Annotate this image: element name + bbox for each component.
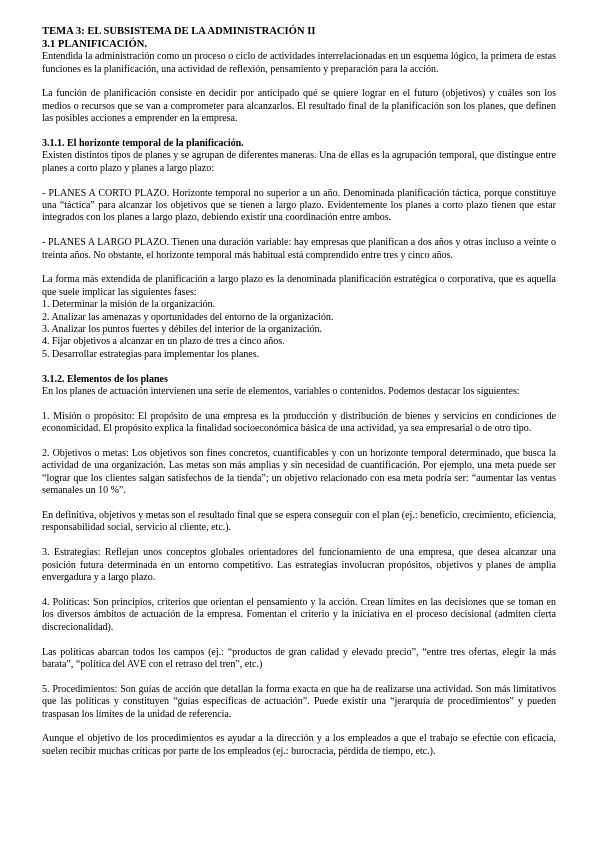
largo-plazo-paragraph: - PLANES A LARGO PLAZO. Tienen una duración variable: hay empresas que planifican a dos años y otras incluso a veinte o treinta años. No obstante, el horizonte temporal más habitual está comprendido entre tres y cinco años. [42, 237, 556, 261]
politicas-paragraph: 4. Políticas: Son principios, criterios que orientan el pensamiento y la acción. Crean límites en las decisiones que se toman en los diversos ámbitos de actuación de la empresa. Fomentan el criterio y la iniciativa en el proceso decisional (admiten cierta discrecionalidad). [42, 596, 556, 633]
list-item: 4. Fijar objetivos a alcanzar en un plazo de tres a cinco años. [42, 336, 285, 348]
politicas-examples-paragraph: Las políticas abarcan todos los campos (ej.: “productos de gran calidad y elevado precio”, “entre tres ofertas, elegir la más barata”, “política del AVE con el retraso del tren”, etc.) [42, 646, 556, 670]
list-item: 1. Determinar la misión de la organización. [42, 299, 216, 311]
horizonte-paragraph-1: Existen distintos tipos de planes y se agrupan de diferentes maneras. Una de ellas es la agrupación temporal, que distingue entre planes a corto plazo y planes a largo plazo: [42, 150, 556, 174]
elementos-intro-paragraph: En los planes de actuación intervienen una serie de elementos, variables o contenidos. Podemos destacar los siguientes: [42, 386, 520, 398]
intro-paragraph-1: Entendida la administración como un proceso o ciclo de actividades interrelacionadas en un esquema lógico, la primera de estas funciones es la planificación, una actividad de reflexión, pensamiento y preparación para la acción. [42, 51, 556, 75]
estrategica-paragraph: La forma más extendida de planificación a largo plazo es la denominada planificación estratégica o corporativa, que es aquella que suele implicar las siguientes fases: [42, 274, 556, 298]
procedimientos-paragraph: 5. Procedimientos: Son guías de acción que detallan la forma exacta en que ha de realizarse una actividad. Son más limitativos que las políticas y constituyen “guías específicas de actuación”. Puede existir una “jerarquía de procedimientos” y pueden traspasan los límites de la unidad de referencia. [42, 683, 556, 720]
document-title: TEMA 3: EL SUBSISTEMA DE LA ADMINISTRACIÓN II [42, 26, 316, 37]
corto-plazo-paragraph: - PLANES A CORTO PLAZO. Horizonte temporal no superior a un año. Denominada planificación táctica, porque constituye una “táctica” para alcanzar los objetivos que se tienen a largo plazo. Evidentemente los planes a corto plazo tienen que estar integrados con los planes a largo plazo, debiendo existir una coordinación entre ambos. [42, 187, 556, 224]
list-item: 3. Analizar los puntos fuertes y débiles del interior de la organización. [42, 324, 323, 336]
subsection-title-horizonte: 3.1.1. El horizonte temporal de la planificación. [42, 138, 244, 149]
intro-paragraph-2: La función de planificación consiste en decidir por anticipado qué se quiere lograr en el futuro (objetivos) y cuáles son los medios o recursos que se van a comprometer para alcanzarlos. El resultado final de la planificación son los planes, que definen las posibles acciones a emprender en la empresa. [42, 88, 556, 125]
section-title: 3.1 PLANIFICACIÓN. [42, 38, 148, 50]
subsection-title-elementos: 3.1.2. Elementos de los planes [42, 373, 168, 385]
estrategias-paragraph: 3. Estrategias: Reflejan unos conceptos globales orientadores del funcionamiento de una empresa, que desea alcanzar una posición futura determinada en un entorno competitivo. Las estrategias involucran propósitos, objetivos y planes de amplia envergadura y a largo plazo. [42, 547, 556, 584]
list-item: 5. Desarrollar estrategias para implementar los planes. [42, 348, 260, 360]
list-item: 2. Analizar las amenazas y oportunidades del entorno de la organización. [42, 311, 334, 323]
phases-list [42, 299, 556, 361]
mision-paragraph: 1. Misión o propósito: El propósito de una empresa es la producción y distribución de bienes y servicios en condiciones de economicidad. El propósito explica la finalidad socioeconómica básica de una actividad, ya sea empresarial o de otro tipo. [42, 410, 556, 435]
procedimientos-criticas-paragraph: Aunque el objetivo de los procedimientos es ayudar a la dirección y a los empleados a que el trabajo se efectúe con eficacia, suelen recibir muchas críticas por parte de los empleados (ej.: burocracia, pérdida de tiempo, etc.). [42, 733, 556, 757]
definitiva-paragraph: En definitiva, objetivos y metas son el resultado final que se espera conseguir con el plan (ej.: beneficio, crecimiento, eficiencia, responsabilidad social, servicio al cliente, etc.). [42, 510, 556, 534]
document-page [42, 26, 556, 758]
objetivos-paragraph: 2. Objetivos o metas: Los objetivos son fines concretos, cuantificables y con un horizonte temporal determinado, que busca la actividad de una organización. Las metas son más amplias y sin necesidad de cuantificación. Por ejemplo, una meta puede ser “lograr que los clientes salgan satisfechos de la tienda”; un objetivo relacionado con esa meta podría ser: “aumentar las ventas semanales un 10 %”. [42, 448, 556, 497]
